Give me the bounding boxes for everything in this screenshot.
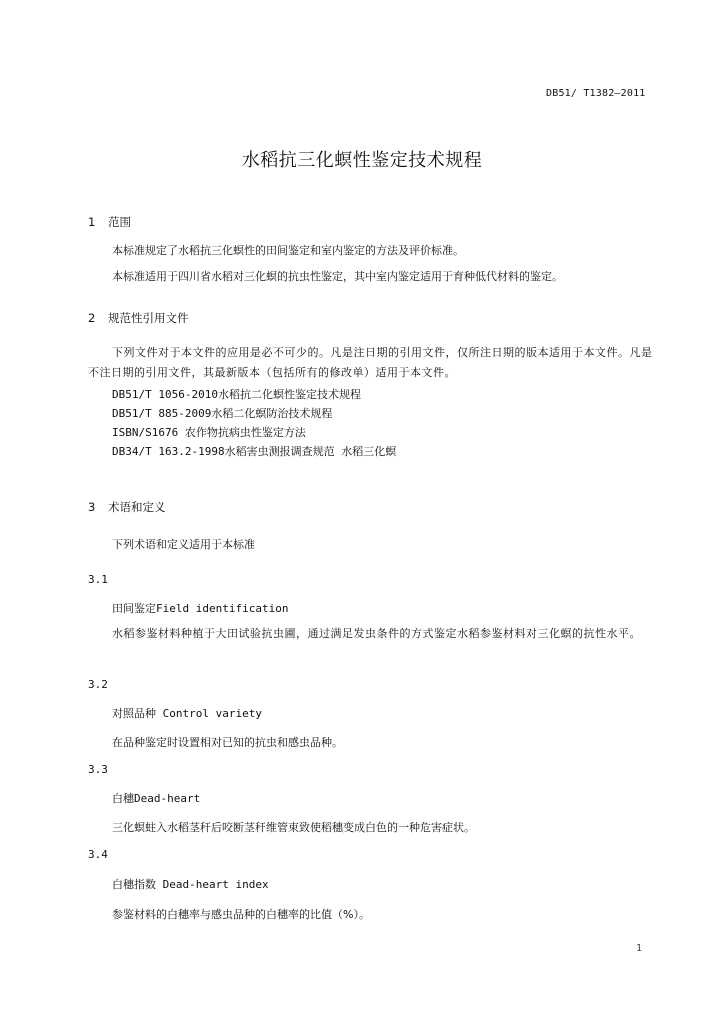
term-title: 白穗指数 Dead-heart index xyxy=(112,878,269,891)
term-title: 田间鉴定Field identification xyxy=(112,602,289,615)
term-title: 白穗Dead-heart xyxy=(112,792,201,805)
term-definition: 水稻参鉴材料种植于大田试验抗虫圃，通过满足发虫条件的方式鉴定水稻参鉴材料对三化螟的抗性水平。 xyxy=(112,627,641,640)
section-3-title: 术语和定义 xyxy=(108,500,166,514)
section-2-title: 规范性引用文件 xyxy=(108,311,189,325)
standard-number: DB51/ T1382—2011 xyxy=(546,88,646,99)
section-1-heading xyxy=(88,214,131,230)
section-3-heading xyxy=(88,499,166,515)
subsection-number: 3.1 xyxy=(88,573,108,586)
term-definition: 三化螟蛀入水稻茎秆后咬断茎秆维管束致使稻穗变成白色的一种危害症状。 xyxy=(112,821,475,834)
term-definition: 在品种鉴定时设置相对已知的抗虫和感虫品种。 xyxy=(112,736,343,749)
section-2-intro: 下列文件对于本文件的应用是必不可少的。凡是注日期的引用文件，仅所注日期的版本适用于本文件。凡是不注日期的引用文件，其最新版本（包括所有的修改单）适用于本文件。 xyxy=(88,346,653,379)
section-1-title: 范围 xyxy=(108,215,131,229)
reference-item: DB51/T 1056-2010水稻抗二化螟性鉴定技术规程 xyxy=(112,388,361,401)
reference-item: DB51/T 885-2009水稻二化螟防治技术规程 xyxy=(112,407,333,420)
section-1-paragraph-1: 本标准规定了水稻抗三化螟性的田间鉴定和室内鉴定的方法及评价标准。 xyxy=(112,244,464,257)
term-definition: 参鉴材料的白穗率与感虫品种的白穗率的比值（%）。 xyxy=(112,908,370,921)
reference-item: ISBN/S1676 农作物抗病虫性鉴定方法 xyxy=(112,426,306,439)
term-title: 对照品种 Control variety xyxy=(112,707,262,720)
subsection-number: 3.3 xyxy=(88,763,108,776)
section-2-number: 2 xyxy=(88,311,96,325)
reference-item: DB34/T 163.2-1998水稻害虫测报调查规范 水稻三化螟 xyxy=(112,445,397,458)
section-1-number: 1 xyxy=(88,215,96,229)
section-2-heading xyxy=(88,310,189,326)
section-1-paragraph-2: 本标准适用于四川省水稻对三化螟的抗虫性鉴定，其中室内鉴定适用于育种低代材料的鉴定。 xyxy=(112,270,563,283)
page-number: 1 xyxy=(636,943,643,954)
section-3-intro: 下列术语和定义适用于本标准 xyxy=(112,538,255,551)
subsection-number: 3.2 xyxy=(88,678,108,691)
document-title: 水稻抗三化螟性鉴定技术规程 xyxy=(241,150,483,171)
subsection-number: 3.4 xyxy=(88,848,108,861)
section-3-number: 3 xyxy=(88,500,96,514)
